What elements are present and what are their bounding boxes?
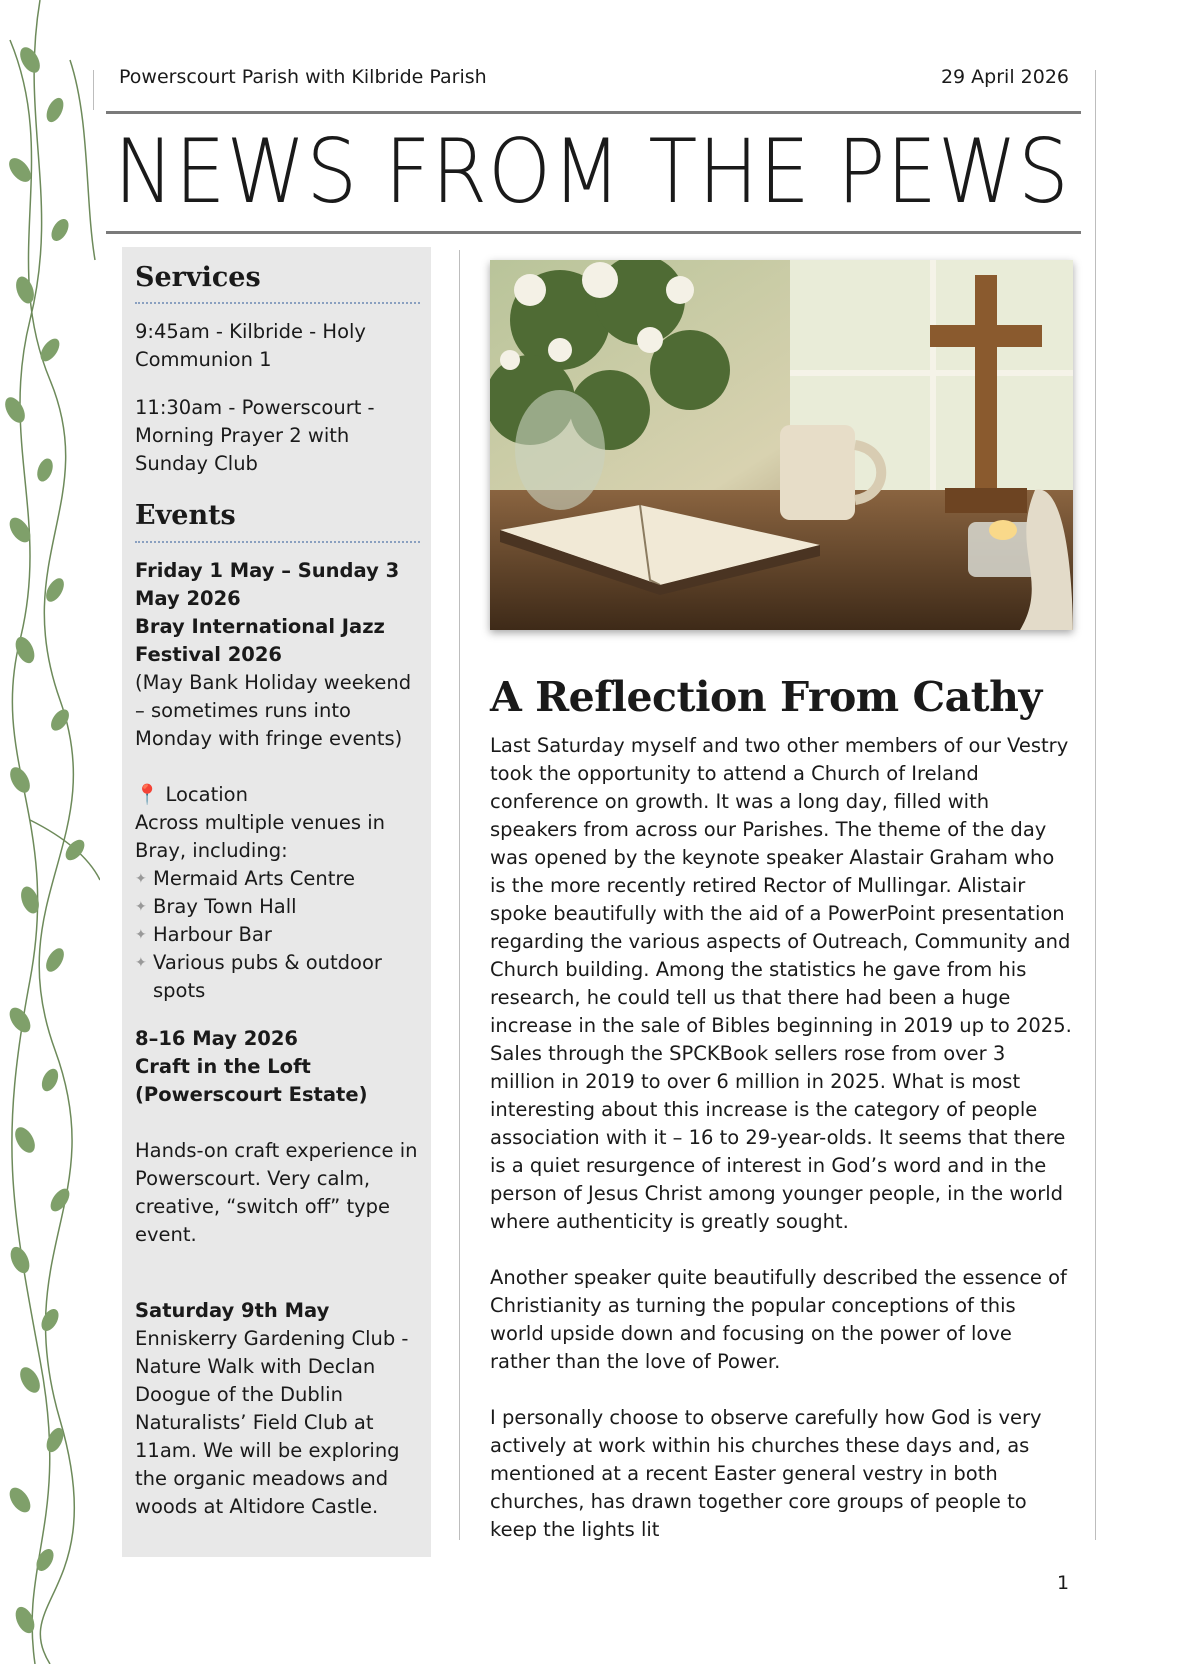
sparkle-bullet-icon: ✦ <box>135 870 147 887</box>
sidebar-panel <box>122 247 431 1557</box>
article-title: A Reflection From Cathy <box>490 673 1042 721</box>
events-heading: Events <box>135 500 236 532</box>
list-item: ✦ Harbour Bar <box>135 921 420 949</box>
article-paragraph: I personally choose to observe carefully how God is very actively at work within his churches these days and, as mentioned at a recent Easter general vestry in both churches, has drawn together core groups of people to keep the lights lit <box>490 1406 1042 1541</box>
sparkle-bullet-icon: ✦ <box>135 954 147 971</box>
event-note: (May Bank Holiday weekend – sometimes runs into Monday with fringe events) <box>135 670 412 750</box>
event-title: Craft in the Loft (Powerscourt Estate) <box>135 1054 368 1106</box>
services-heading: Services <box>135 262 261 293</box>
issue-date: 29 April 2026 <box>940 66 1069 88</box>
frame-right-rule <box>1095 70 1096 1540</box>
location-label: Location <box>165 782 248 806</box>
event-dates: Friday 1 May – Sunday 3 May 2026 <box>135 558 400 610</box>
list-item: ✦ Mermaid Arts Centre <box>135 865 420 893</box>
sparkle-bullet-icon: ✦ <box>135 926 147 943</box>
service-item: 11:30am - Powerscourt - Morning Prayer 2 with Sunday Club <box>135 396 375 476</box>
event-dates: 8–16 May 2026 <box>135 1026 298 1050</box>
list-item: ✦ Bray Town Hall <box>135 893 420 921</box>
service-item: 9:45am - Kilbride - Holy Communion 1 <box>135 320 366 372</box>
event-title: Bray International Jazz Festival 2026 <box>135 614 385 666</box>
column-divider <box>459 250 460 1540</box>
map-pin-icon: 📍 <box>135 782 160 806</box>
still-life-image <box>490 260 1073 630</box>
list-item: ✦ Various pubs & outdoor spots <box>135 949 420 1005</box>
dotted-divider <box>135 541 420 543</box>
parish-name: Powerscourt Parish with Kilbride Parish <box>119 66 487 88</box>
article-paragraph: Last Saturday myself and two other members of our Vestry took the opportunity to attend a Church of Ireland conference on growth. It was a long day, filled with speakers from across our Parishes. The theme of the day was opened by the keynote speaker Alastair Graham who is the more recently retired Rector of Mullingar. Alistair spoke beautifully with the aid of a PowerPoint presentation regarding the various aspects of Outreach, Community and Church building. Among the statistics he gave from his research, he could tell us that there had been a huge increase in the sale of Bibles beginning in 2019 up to 2025. Sales through the SPCKBook sellers rose from over 3 million in 2019 to over 6 million in 2025. What is most interesting about this increase is the category of people association with it – 16 to 29-year-olds. It seems that there is a quiet resurgence of interest in God’s word and in the person of Jesus Christ among younger people, in the world where authenticity is greatly sought. <box>490 734 1072 1233</box>
article-body <box>490 732 1075 1572</box>
masthead-title: NEWS FROM THE PEWS <box>114 120 1070 223</box>
event-dates: Saturday 9th May <box>135 1298 330 1322</box>
vine-decoration <box>0 0 100 1664</box>
location-text: Across multiple venues in Bray, including: <box>135 810 385 862</box>
page-number: 1 <box>1057 1572 1070 1594</box>
header-rule <box>106 111 1081 114</box>
dotted-divider <box>135 302 420 304</box>
location-line <box>135 781 420 809</box>
article-paragraph: Another speaker quite beautifully described the essence of Christianity as turning the popular conceptions of this world upside down and focusing on the power of love rather than the love of Power. <box>490 1266 1067 1373</box>
masthead-rule <box>106 231 1081 234</box>
event-description: Hands-on craft experience in Powerscourt. Very calm, creative, “switch off” type event. <box>135 1138 418 1246</box>
sparkle-bullet-icon: ✦ <box>135 898 147 915</box>
event-description: Enniskerry Gardening Club - Nature Walk with Declan Doogue of the Dublin Naturalists’ Field Club at 11am. We will be exploring the organic meadows and woods at Altidore Castle. <box>135 1326 409 1518</box>
frame-left-rule <box>93 70 94 110</box>
article-photo <box>490 260 1073 630</box>
